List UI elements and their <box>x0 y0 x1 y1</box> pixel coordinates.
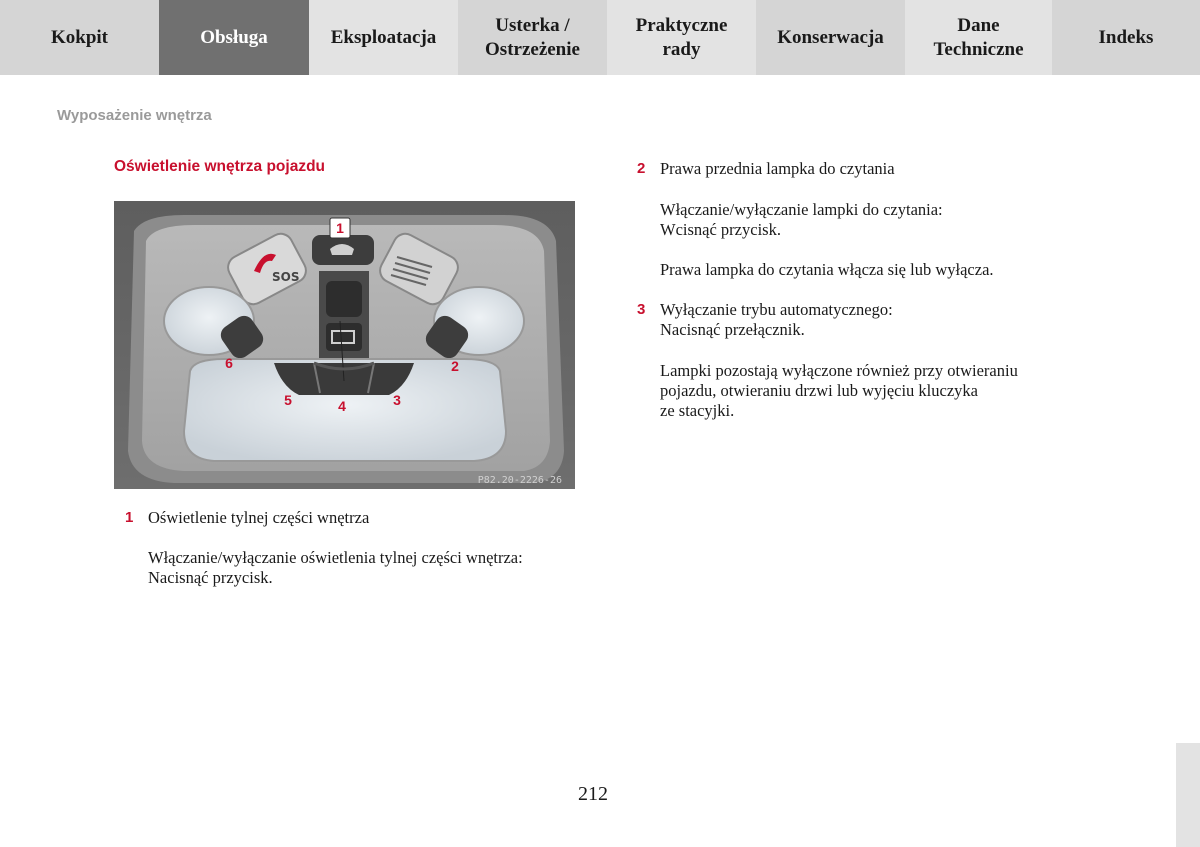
item-body: Włączanie/wyłączanie oświetlenia tylnej części wnętrza: Nacisnąć przycisk. <box>148 548 523 587</box>
callout-4: 4 <box>338 398 346 414</box>
item-title: Oświetlenie tylnej części wnętrza <box>148 508 370 527</box>
item-body: Włączanie/wyłączanie lampki do czytania: Wcisnąć przycisk. <box>660 200 943 239</box>
tab-kokpit[interactable]: Kokpit <box>0 0 159 75</box>
item-title: Prawa przednia lampka do czytania <box>660 159 895 178</box>
tab-dane-techniczne[interactable]: Dane Techniczne <box>905 0 1052 75</box>
svg-text:SOS: SOS <box>272 270 300 284</box>
callout-6: 6 <box>225 355 233 371</box>
item-body: Lampki pozostają wyłączone również przy otwieraniu pojazdu, otwieraniu drzwi lub wyjęciu kluczyka ze stacyjki. <box>660 361 1018 420</box>
section-heading: Oświetlenie wnętrza pojazdu <box>114 158 326 175</box>
page-number: 212 <box>578 783 608 805</box>
callout-1: 1 <box>336 220 344 236</box>
callout-2: 2 <box>451 358 459 374</box>
overhead-control-panel-image <box>114 201 575 489</box>
tab-obsluga[interactable]: Obsługa <box>159 0 309 75</box>
callout-5: 5 <box>284 392 292 408</box>
item-number: 2 <box>637 160 646 177</box>
item-title: Wyłączanie trybu automatycznego: Nacisnąć przełącznik. <box>660 300 893 339</box>
tab-praktyczne-rady[interactable]: Praktyczne rady <box>607 0 756 75</box>
callout-3: 3 <box>393 392 401 408</box>
tab-konserwacja[interactable]: Konserwacja <box>756 0 905 75</box>
section-title: Wyposażenie wnętrza <box>57 107 212 124</box>
item-body: Prawa lampka do czytania włącza się lub wyłącza. <box>660 260 994 279</box>
page-edge-tab <box>1176 743 1200 847</box>
item-number: 3 <box>637 301 646 318</box>
tab-indeks[interactable]: Indeks <box>1052 0 1200 75</box>
chapter-nav <box>0 0 1200 75</box>
figure-code: P82.20-2226-26 <box>477 475 562 486</box>
tab-eksploatacja[interactable]: Eksploatacja <box>309 0 458 75</box>
tab-usterka-ostrzezenie[interactable]: Usterka / Ostrzeżenie <box>458 0 607 75</box>
item-number: 1 <box>125 509 134 526</box>
